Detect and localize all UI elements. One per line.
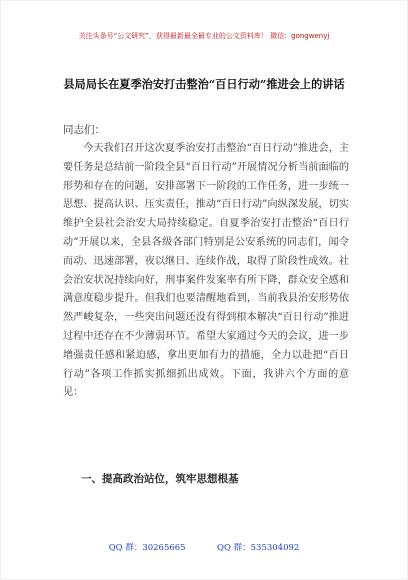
footer-qq-groups bbox=[1, 541, 407, 553]
body-paragraph: 今天我们召开这次夏季治安打击整治“百日行动”推进会，主要任务是总结前一阶段全县“百日行动”开展情况分析当前面临的形势和存在的问题，安排部署下一阶段的工作任务，进一步统一思想、提高认识、压实责任，推动“百日行动”向纵深发展，切实维护全县社会治安大局持续稳定。自夏季治安打击整治“百日行动”开展以来，全县各级各部门特别是公安系统的同志们，闻令而动、迅速部署，夜以继日、连续作战，取得了阶段性成效。社会治安状况持续向好，刑事案件发案率有所下降，群众安全感和满意度稳步提升。但我们也要清醒地看到，当前我县治安形势依然严峻复杂，一些突出问题还没有得到根本解决“百日行动”推进过程中还存在不少薄弱环节。希望大家通过今天的会议，进一步增强责任感和紧迫感，拿出更加有力的措施，全力以赴把“百日行动”各项工作抓实抓细抓出成效。下面，我讲六个方面的意见： bbox=[63, 143, 349, 399]
document-title: 县局局长在夏季治安打击整治“百日行动”推进会上的讲话 bbox=[63, 77, 345, 91]
section-heading: 一、提高政治站位，筑牢思想根基 bbox=[81, 473, 239, 485]
salutation: 同志们： bbox=[63, 124, 105, 136]
footer-qq-right: QQ 群：535304092 bbox=[217, 543, 300, 553]
header-promo-note: 关注头条号“公文研究”，获得最新最全最专业的公文资料库！ 微信：gongwenyj bbox=[78, 32, 330, 40]
footer-qq-left: QQ 群：30265665 bbox=[108, 543, 186, 553]
